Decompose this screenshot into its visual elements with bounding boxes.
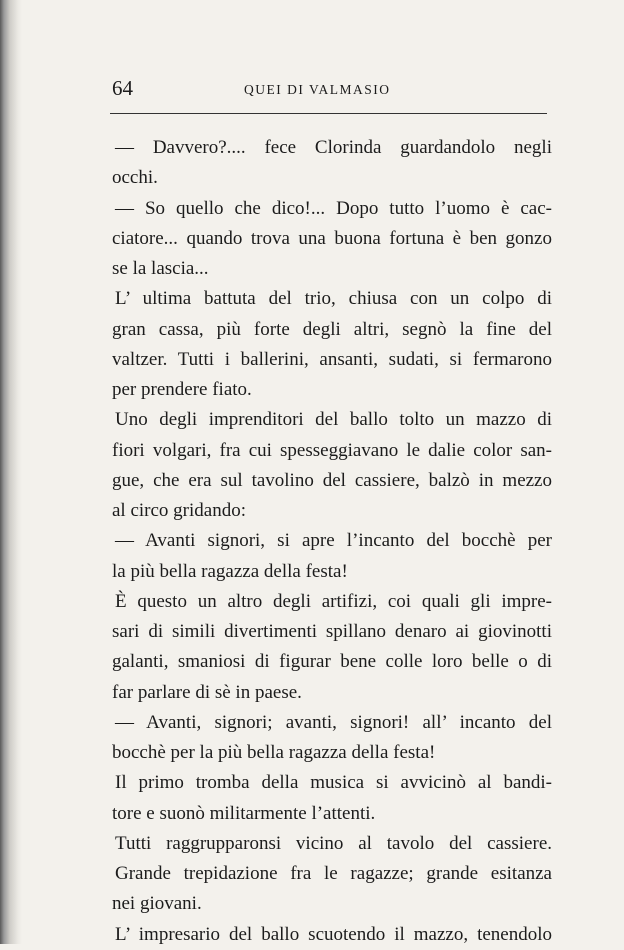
text-line: — Avanti signori, si apre l’incanto del bocchè per	[115, 530, 552, 552]
header-rule	[110, 113, 547, 114]
text-line: galanti, smaniosi di figurar bene colle loro belle o di	[112, 651, 552, 673]
text-line: Tutti raggrupparonsi vicino al tavolo del cassiere.	[115, 832, 552, 854]
text-line: occhi.	[112, 167, 158, 189]
text-line: sari di simili divertimenti spillano denaro ai giovinotti	[112, 621, 552, 642]
text-line: È questo un altro degli artifizi, coi quali gli impre-	[115, 590, 552, 612]
text-line: se la lascia...	[112, 258, 209, 279]
text-line: nei giovani.	[112, 893, 202, 915]
text-line: Grande trepidazione fra le ragazze; grande esitanza	[115, 863, 552, 884]
text-line: al circo gridando:	[112, 500, 247, 521]
page-number: 64	[112, 76, 133, 100]
text-line: L’ ultima battuta del trio, chiusa con un colpo di	[115, 288, 552, 310]
text-line: gue, che era sul tavolino del cassiere, balzò in mezzo	[112, 469, 552, 491]
text-line: L’ impresario del ballo scuotendo il mazzo, tenendolo	[115, 923, 552, 945]
text-line: tore e suonò militarmente l’attenti.	[112, 802, 376, 824]
text-line: la più bella ragazza della festa!	[112, 560, 348, 582]
text-line: valtzer. Tutti i ballerini, ansanti, sudati, si fermarono	[112, 348, 552, 370]
text-line: — Davvero?.... fece Clorinda guardandolo negli	[115, 137, 552, 158]
text-line: far parlare di sè in paese.	[112, 681, 302, 703]
text-line: bocchè per la più bella ragazza della festa!	[112, 742, 436, 763]
text-line: — So quello che dico!... Dopo tutto l’uomo è cac-	[115, 197, 552, 219]
running-title: QUEI DI VALMASIO	[244, 82, 391, 97]
page-header	[112, 76, 552, 106]
text-line: gran cassa, più forte degli altri, segnò la fine del	[112, 318, 552, 340]
text-line: ciatore... quando trova una buona fortuna è ben gonzo	[112, 227, 552, 249]
binding-gutter	[0, 0, 22, 944]
text-line: fiori volgari, fra cui spesseggiavano le dalie color san-	[112, 439, 552, 461]
text-line: — Avanti, signori; avanti, signori! all’ incanto del	[115, 711, 552, 733]
text-line: Il primo tromba della musica si avvicinò al bandi-	[115, 772, 552, 794]
text-line: Uno degli imprenditori del ballo tolto un mazzo di	[115, 409, 552, 431]
text-line: per prendere fiato.	[112, 379, 252, 400]
